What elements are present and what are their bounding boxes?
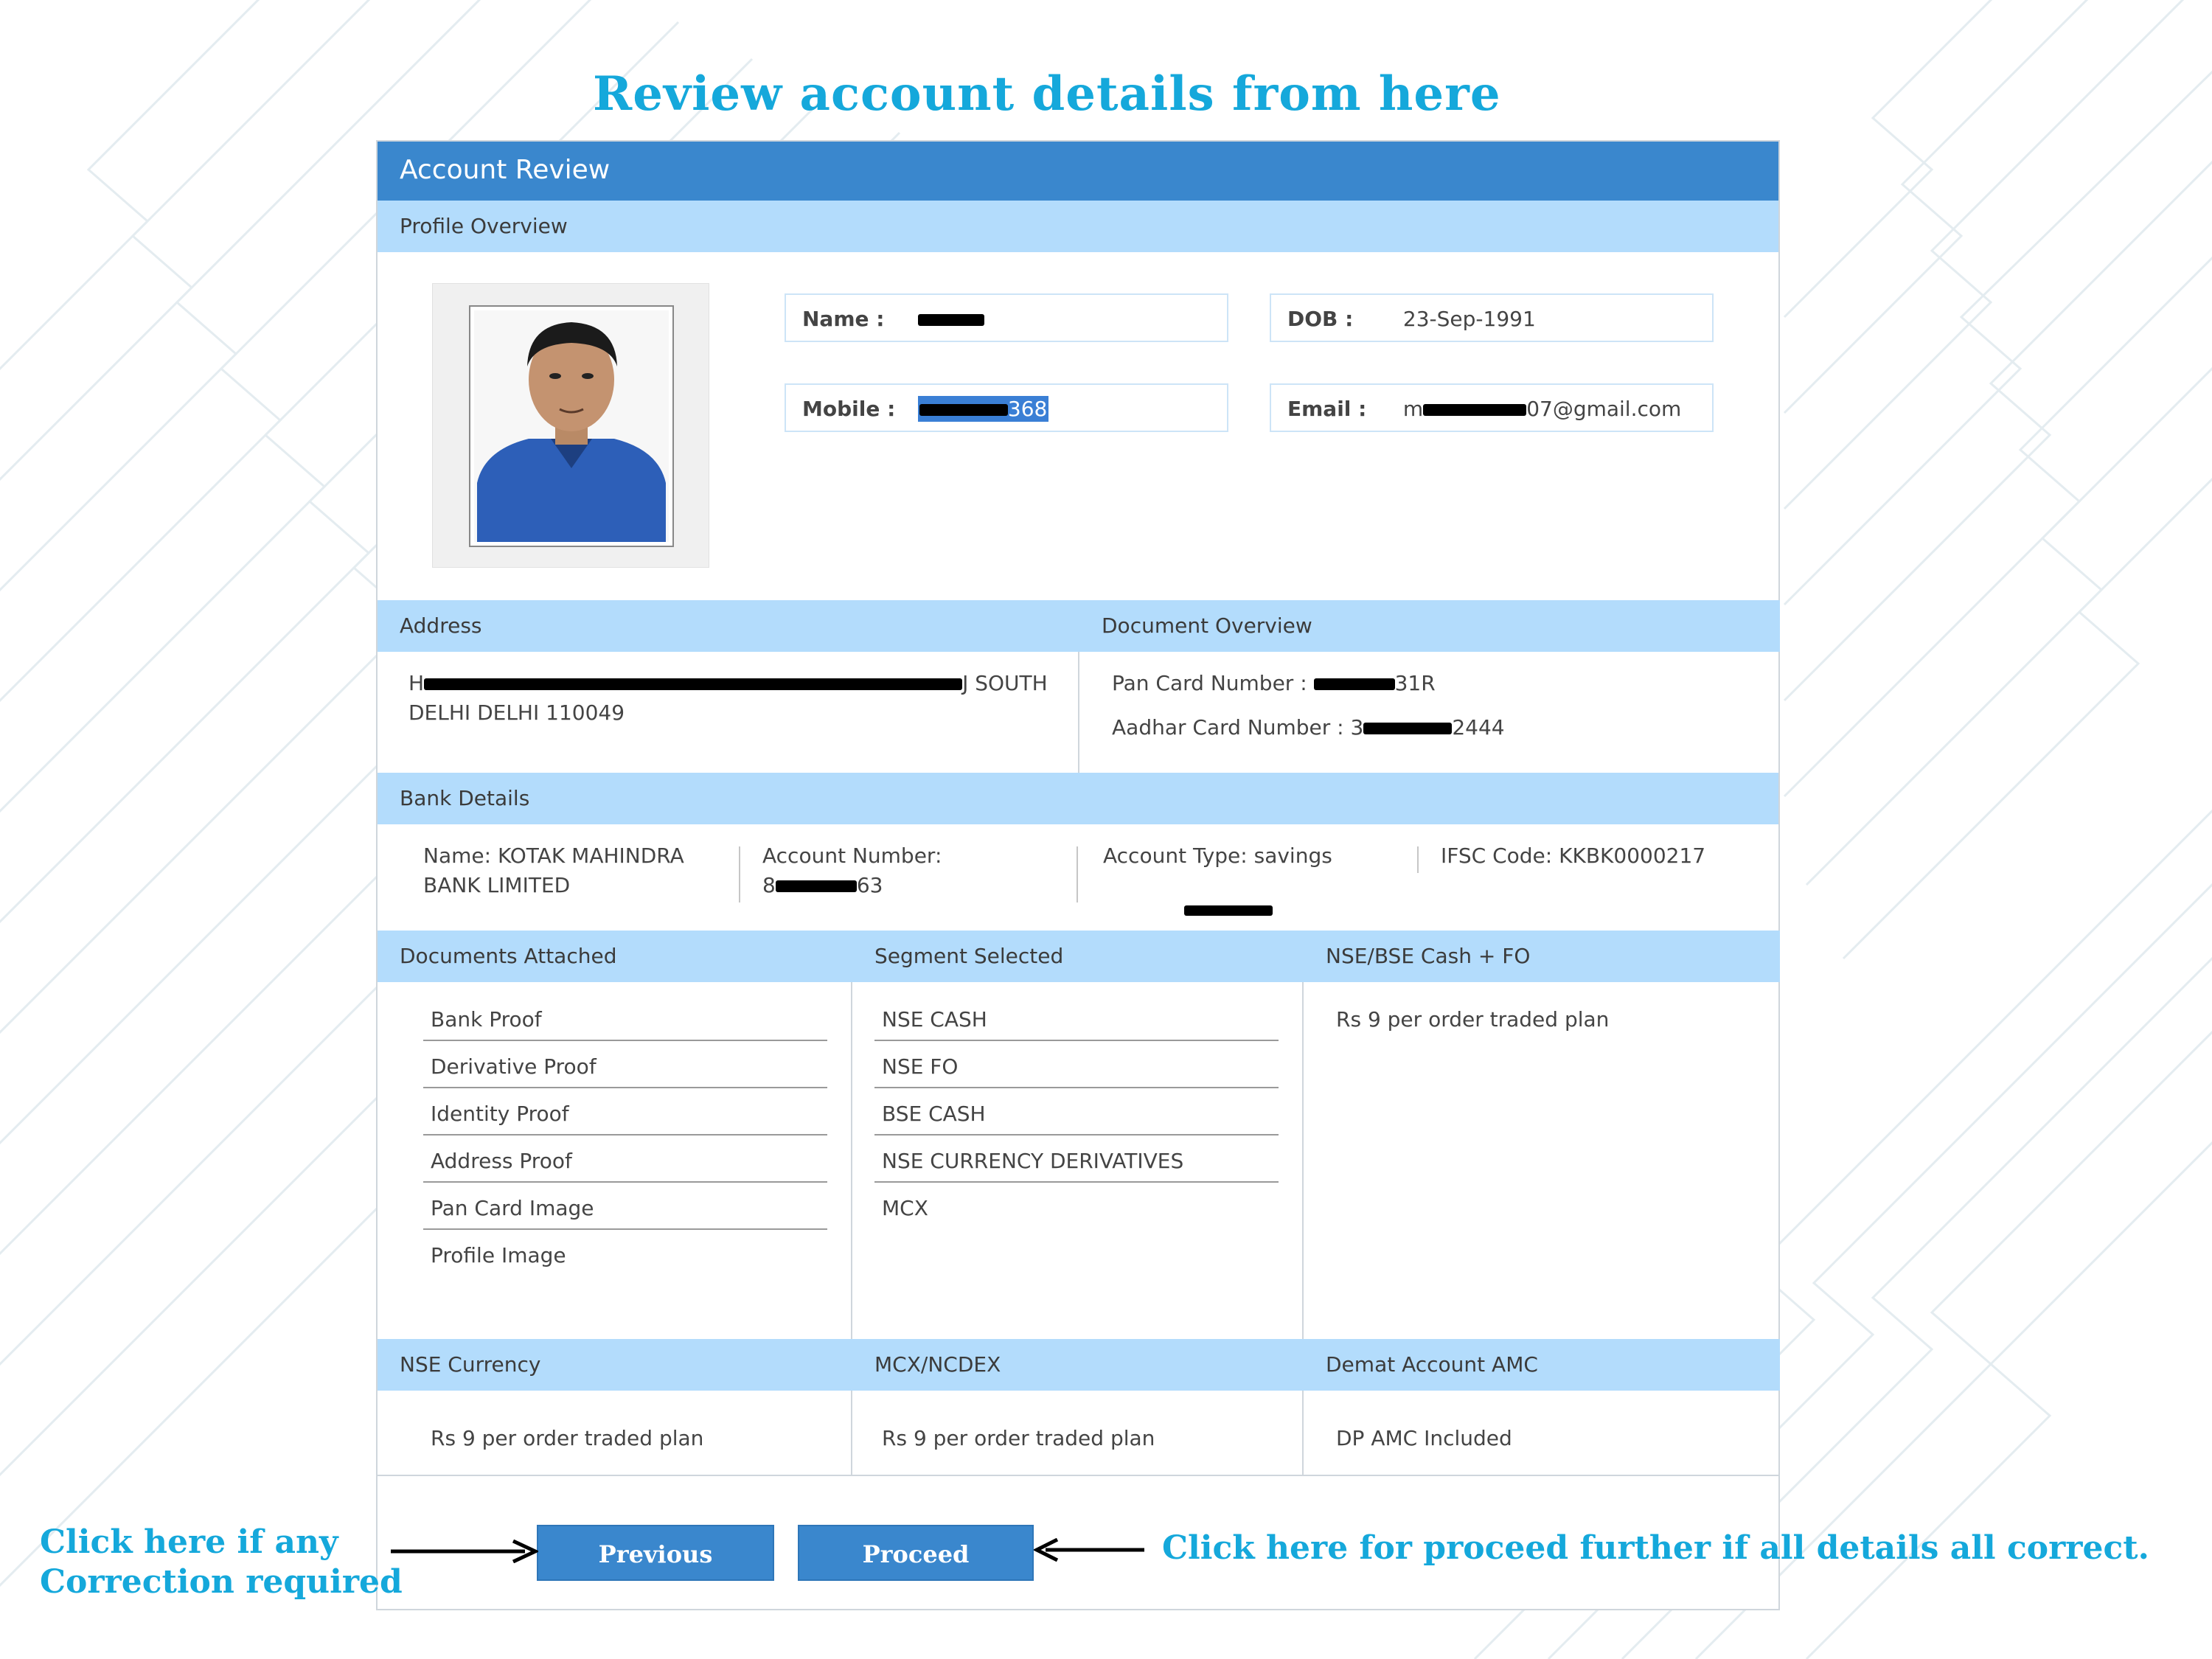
nse-currency-plan-value: Rs 9 per order traded plan — [431, 1426, 704, 1450]
list-item: NSE FO — [874, 1041, 1279, 1088]
dob-label: DOB : — [1287, 307, 1354, 331]
section-documents-attached: Documents Attached — [378, 931, 852, 982]
page-headline: Review account details from here — [593, 66, 1501, 122]
nse-bse-plan-value: Rs 9 per order traded plan — [1336, 1007, 1610, 1032]
list-item: Pan Card Image — [423, 1183, 827, 1230]
list-item: Derivative Proof — [423, 1041, 827, 1088]
aadhar-card-tail: 2444 — [1452, 715, 1505, 740]
section-demat-amc: Demat Account AMC — [1304, 1339, 1780, 1391]
aadhar-card-label: Aadhar Card Number : — [1112, 715, 1344, 740]
list-item: Identity Proof — [423, 1088, 827, 1135]
list-item: MCX — [882, 1196, 928, 1220]
aadhar-card-head: 3 — [1350, 715, 1364, 740]
list-item: Address Proof — [423, 1135, 827, 1183]
address-line-1 — [408, 671, 1048, 695]
pan-card-tail: 31R — [1394, 671, 1436, 695]
address-line-1-head: H — [408, 671, 425, 695]
mobile-value-selected — [918, 396, 1048, 422]
account-number-tail: 63 — [856, 873, 883, 897]
demat-amc-value: DP AMC Included — [1336, 1426, 1512, 1450]
list-item: BSE CASH — [874, 1088, 1279, 1135]
account-number-value — [762, 873, 883, 897]
redaction-mark — [1314, 678, 1395, 690]
email-value-tail: 07@gmail.com — [1526, 397, 1682, 421]
account-number-label: Account Number: — [762, 844, 942, 868]
name-label: Name : — [802, 307, 885, 331]
pan-card-number — [1112, 671, 1436, 695]
previous-button[interactable]: Previous — [537, 1525, 774, 1581]
section-nse-currency: NSE Currency — [378, 1339, 852, 1391]
list-item: Bank Proof — [423, 994, 827, 1041]
bank-name-line-1: Name: KOTAK MAHINDRA — [423, 844, 684, 868]
account-review-panel — [376, 140, 1780, 1610]
list-item: NSE CURRENCY DERIVATIVES — [874, 1135, 1279, 1183]
list-item: Profile Image — [431, 1243, 566, 1267]
email-value-head: m — [1402, 397, 1424, 421]
annotation-correction-line-2: Correction required — [40, 1563, 403, 1601]
divider — [851, 982, 852, 1339]
section-profile-overview: Profile Overview — [378, 201, 1778, 252]
divider — [1417, 846, 1419, 873]
bank-name-line-2: BANK LIMITED — [423, 873, 571, 897]
mobile-field — [785, 383, 1228, 432]
arrow-right-icon — [391, 1540, 538, 1563]
redaction-mark — [1423, 404, 1526, 416]
arrow-left-icon — [1034, 1538, 1144, 1562]
section-segment-selected: Segment Selected — [852, 931, 1304, 982]
name-field — [785, 293, 1228, 342]
address-line-1-tail: J SOUTH — [962, 671, 1048, 695]
account-number-head: 8 — [762, 873, 776, 897]
divider — [1078, 652, 1079, 773]
divider — [1077, 846, 1078, 902]
mobile-value-tail: 368 — [1007, 397, 1048, 421]
redaction-mark — [776, 880, 857, 892]
panel-title: Account Review — [378, 142, 1778, 201]
dob-value: 23-Sep-1991 — [1402, 307, 1536, 331]
annotation-proceed: Click here for proceed further if all details all correct. — [1162, 1529, 2149, 1567]
divider — [378, 1475, 1778, 1476]
account-type: Account Type: savings — [1103, 844, 1332, 868]
person-photo-icon — [433, 284, 710, 568]
address-line-2: DELHI DELHI 110049 — [408, 700, 625, 725]
email-label: Email : — [1287, 397, 1367, 421]
divider — [739, 846, 740, 902]
divider — [1302, 982, 1304, 1339]
redaction-mark — [1184, 905, 1273, 916]
section-address: Address — [378, 600, 1079, 652]
pan-card-label: Pan Card Number : — [1112, 671, 1307, 695]
redaction-mark — [424, 678, 962, 690]
mobile-label: Mobile : — [802, 397, 896, 421]
section-bank-details: Bank Details — [378, 773, 1778, 824]
annotation-correction-line-1: Click here if any — [40, 1523, 338, 1561]
redaction-mark — [918, 314, 984, 326]
section-nse-bse-cash-fo: NSE/BSE Cash + FO — [1304, 931, 1780, 982]
dob-field — [1270, 293, 1714, 342]
email-field — [1270, 383, 1714, 432]
profile-photo — [432, 283, 709, 568]
section-mcx-ncdex: MCX/NCDEX — [852, 1339, 1304, 1391]
redaction-mark — [919, 404, 1008, 416]
section-document-overview: Document Overview — [1079, 600, 1780, 652]
ifsc-code: IFSC Code: KKBK0000217 — [1441, 844, 1706, 868]
proceed-button[interactable]: Proceed — [798, 1525, 1034, 1581]
divider — [1302, 1391, 1304, 1475]
aadhar-card-number — [1112, 715, 1505, 740]
mcx-ncdex-plan-value: Rs 9 per order traded plan — [882, 1426, 1155, 1450]
list-item: NSE CASH — [874, 994, 1279, 1041]
redaction-mark — [1363, 723, 1452, 734]
divider — [851, 1391, 852, 1475]
